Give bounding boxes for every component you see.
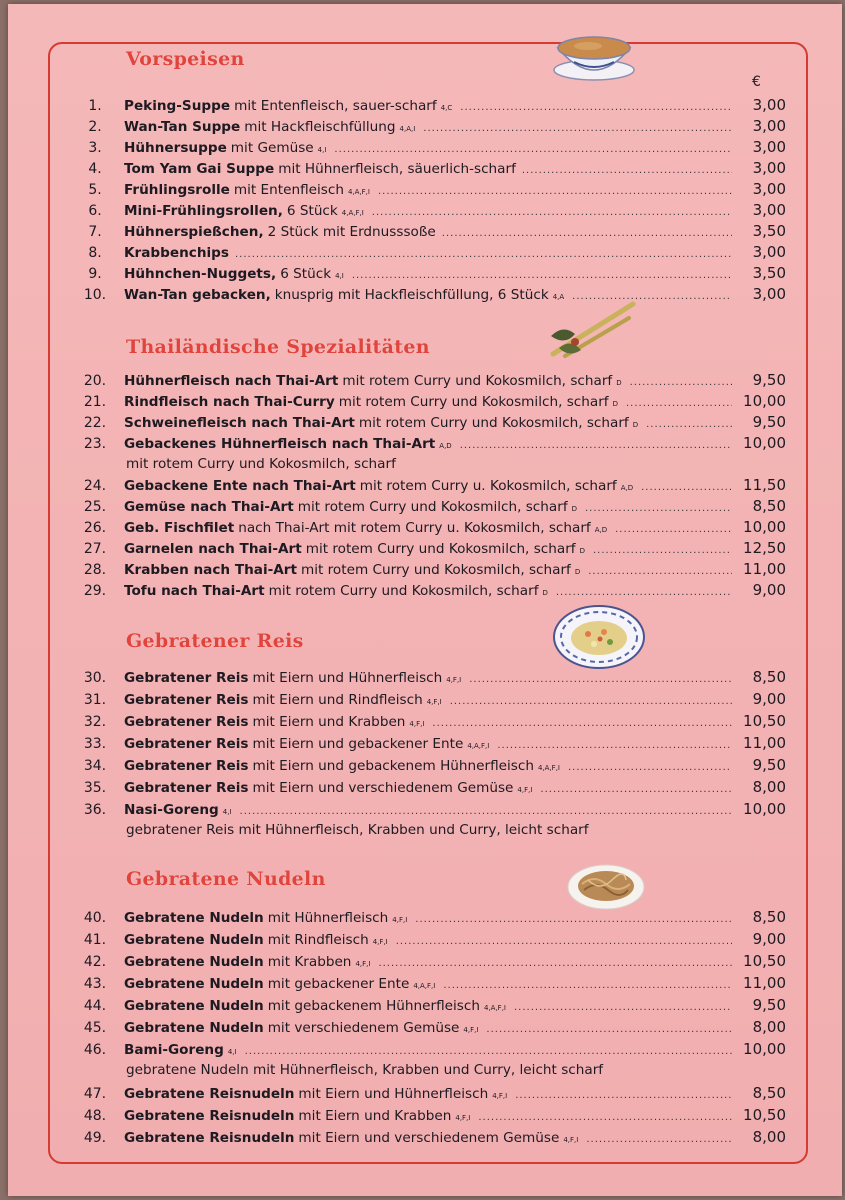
menu-item bbox=[66, 690, 786, 711]
soup-bowl-icon bbox=[548, 22, 640, 84]
item-number: 2. bbox=[88, 119, 102, 135]
item-allergen-codes: 4,A,F,I bbox=[341, 209, 364, 217]
menu-item bbox=[66, 222, 786, 243]
item-allergen-codes: A,D bbox=[594, 526, 608, 534]
item-price: 9,00 bbox=[752, 690, 786, 708]
item-number: 33. bbox=[83, 736, 107, 752]
item-price: 10,00 bbox=[743, 434, 786, 452]
item-description: mit verschiedenem Gemüse bbox=[267, 1020, 460, 1036]
menu-item bbox=[66, 800, 786, 821]
leader-dots bbox=[568, 762, 732, 773]
leader-dots bbox=[593, 545, 732, 556]
item-name: Wan-Tan gebacken, bbox=[124, 287, 271, 303]
menu-item bbox=[66, 285, 786, 306]
menu-item bbox=[66, 1128, 786, 1149]
item-name: Gebratener Reis bbox=[124, 692, 249, 708]
leader-dots bbox=[450, 696, 732, 707]
item-price: 12,50 bbox=[743, 539, 786, 557]
item-name: Bami-Goreng bbox=[124, 1042, 224, 1058]
item-price: 11,00 bbox=[743, 734, 786, 752]
item-price: 3,00 bbox=[752, 138, 786, 156]
menu-item bbox=[66, 778, 786, 799]
leader-dots bbox=[423, 123, 732, 134]
item-number: 20. bbox=[83, 373, 107, 389]
item-allergen-codes: 4,I bbox=[335, 272, 344, 280]
item-number: 48. bbox=[83, 1108, 107, 1124]
item-allergen-codes: 4,A,F,I bbox=[537, 764, 560, 772]
leader-dots bbox=[396, 936, 732, 947]
menu-item bbox=[66, 476, 786, 497]
menu-item bbox=[66, 201, 786, 222]
item-allergen-codes: 4,I bbox=[222, 808, 232, 816]
item-allergen-codes: D bbox=[612, 400, 618, 408]
item-name: Frühlingsrolle bbox=[124, 182, 230, 198]
menu-item bbox=[66, 952, 786, 973]
item-number: 31. bbox=[83, 692, 107, 708]
item-number: 29. bbox=[83, 583, 107, 599]
leader-dots bbox=[556, 587, 732, 598]
item-number: 32. bbox=[83, 714, 107, 730]
item-allergen-codes: 4,F,I bbox=[517, 786, 533, 794]
menu-item bbox=[66, 264, 786, 285]
section-title: Gebratene Nudeln bbox=[126, 868, 326, 890]
item-name: Gebratener Reis bbox=[124, 670, 249, 686]
item-allergen-codes: A,D bbox=[620, 484, 634, 492]
leader-dots bbox=[626, 398, 732, 409]
leader-dots bbox=[641, 482, 732, 493]
item-allergen-codes: 4,F,I bbox=[355, 960, 371, 968]
item-description: 2 Stück mit Erdnusssoße bbox=[267, 224, 436, 240]
menu-item bbox=[66, 1018, 786, 1039]
leader-dots bbox=[235, 249, 732, 260]
leader-dots bbox=[630, 377, 732, 388]
item-price: 9,00 bbox=[752, 581, 786, 599]
menu-item bbox=[66, 413, 786, 434]
item-price: 3,00 bbox=[752, 159, 786, 177]
item-number: 28. bbox=[83, 562, 107, 578]
item-name: Gebratene Reisnudeln bbox=[124, 1086, 295, 1102]
item-name: Geb. Fischfilet bbox=[124, 520, 235, 536]
item-allergen-codes: 4,F,I bbox=[426, 698, 442, 706]
item-description: mit Entenfleisch, sauer-scharf bbox=[234, 98, 437, 114]
item-price: 9,00 bbox=[752, 930, 786, 948]
item-name: Hühnchen-Nuggets, bbox=[124, 266, 277, 282]
section-title: Gebratener Reis bbox=[126, 630, 304, 652]
menu-item bbox=[66, 392, 786, 413]
item-price: 8,50 bbox=[752, 908, 786, 926]
menu-item bbox=[66, 1106, 786, 1127]
menu-item bbox=[66, 908, 786, 929]
item-name: Gebratene Nudeln bbox=[124, 932, 264, 948]
leader-dots bbox=[572, 291, 732, 302]
menu-item bbox=[66, 371, 786, 392]
item-allergen-codes: 4,A,F,I bbox=[467, 742, 490, 750]
item-number: 5. bbox=[88, 182, 102, 198]
item-number: 49. bbox=[83, 1130, 107, 1146]
item-name: Gebratene Nudeln bbox=[124, 1020, 264, 1036]
item-number: 9. bbox=[88, 266, 102, 282]
leader-dots bbox=[432, 718, 732, 729]
item-price: 8,00 bbox=[752, 1128, 786, 1146]
item-allergen-codes: D bbox=[574, 568, 581, 576]
leader-dots bbox=[486, 1024, 732, 1035]
item-name: Gebratene Nudeln bbox=[124, 998, 264, 1014]
item-number: 3. bbox=[88, 140, 102, 156]
menu-item bbox=[66, 974, 786, 995]
item-description: mit Krabben bbox=[267, 954, 352, 970]
item-price: 10,00 bbox=[743, 800, 786, 818]
item-description: mit gebackener Ente bbox=[267, 976, 410, 992]
item-allergen-codes: 4,A bbox=[552, 293, 565, 301]
item-number: 24. bbox=[83, 478, 107, 494]
item-name: Gebratener Reis bbox=[124, 736, 249, 752]
item-price: 10,50 bbox=[743, 712, 786, 730]
item-price: 8,50 bbox=[752, 668, 786, 686]
leader-dots bbox=[585, 503, 732, 514]
item-price: 10,00 bbox=[743, 1040, 786, 1058]
item-price: 10,50 bbox=[743, 1106, 786, 1124]
leader-dots bbox=[378, 186, 732, 197]
item-description: mit rotem Curry u. Kokosmilch, scharf bbox=[359, 478, 617, 494]
leader-dots bbox=[378, 958, 732, 969]
menu-item bbox=[66, 1084, 786, 1105]
menu-item bbox=[66, 996, 786, 1017]
item-price: 8,50 bbox=[752, 497, 786, 515]
item-description: mit Eiern und verschiedenem Gemüse bbox=[298, 1130, 560, 1146]
item-allergen-codes: 4,A,F,I bbox=[413, 982, 436, 990]
item-description: mit Eiern und Rindfleisch bbox=[252, 692, 423, 708]
item-description: 6 Stück bbox=[286, 203, 338, 219]
item-price: 9,50 bbox=[752, 371, 786, 389]
item-number: 45. bbox=[83, 1020, 107, 1036]
item-price: 8,50 bbox=[752, 1084, 786, 1102]
item-number: 27. bbox=[83, 541, 107, 557]
item-allergen-codes: 4,A,F,I bbox=[483, 1004, 506, 1012]
item-allergen-codes: 4,F,I bbox=[372, 938, 388, 946]
item-name: Gemüse nach Thai-Art bbox=[124, 499, 294, 515]
item-price: 3,00 bbox=[752, 285, 786, 303]
item-description: mit rotem Curry und Kokosmilch, scharf bbox=[338, 394, 609, 410]
leader-dots bbox=[522, 165, 732, 176]
item-price: 3,00 bbox=[752, 117, 786, 135]
menu-item bbox=[66, 117, 786, 138]
item-description: mit Eiern und gebackener Ente bbox=[252, 736, 464, 752]
item-allergen-codes: A,D bbox=[439, 442, 452, 450]
item-price: 3,00 bbox=[752, 243, 786, 261]
item-allergen-codes: D bbox=[542, 589, 548, 597]
menu-item bbox=[66, 581, 786, 602]
item-number: 6. bbox=[88, 203, 102, 219]
item-price: 9,50 bbox=[752, 413, 786, 431]
item-allergen-codes: 4,C bbox=[440, 104, 453, 112]
item-allergen-codes: D bbox=[579, 547, 585, 555]
item-description: mit Eiern und Krabben bbox=[252, 714, 406, 730]
menu-item bbox=[66, 734, 786, 755]
item-name: Gebratener Reis bbox=[124, 714, 249, 730]
item-name: Gebratene Nudeln bbox=[124, 954, 264, 970]
item-number: 35. bbox=[83, 780, 107, 796]
leader-dots bbox=[372, 207, 732, 218]
item-description: mit Entenfleisch bbox=[233, 182, 344, 198]
item-allergen-codes: 4,A,I bbox=[399, 125, 416, 133]
item-name: Peking-Suppe bbox=[124, 98, 231, 114]
leader-dots bbox=[415, 914, 732, 925]
item-allergen-codes: D bbox=[632, 421, 639, 429]
item-description: mit rotem Curry und Kokosmilch, scharf bbox=[297, 499, 568, 515]
item-name: Wan-Tan Suppe bbox=[124, 119, 241, 135]
item-number: 8. bbox=[88, 245, 102, 261]
item-name: Nasi-Goreng bbox=[124, 802, 219, 818]
item-allergen-codes: 4,F,I bbox=[563, 1136, 579, 1144]
item-number: 34. bbox=[83, 758, 107, 774]
item-description: mit gebackenem Hühnerfleisch bbox=[267, 998, 480, 1014]
item-name: Gebratene Nudeln bbox=[124, 976, 264, 992]
menu-item bbox=[66, 756, 786, 777]
item-price: 11,00 bbox=[743, 560, 786, 578]
leader-dots bbox=[240, 806, 732, 817]
item-allergen-codes: 4,I bbox=[317, 146, 327, 154]
menu-item bbox=[66, 243, 786, 264]
item-price: 10,00 bbox=[743, 392, 786, 410]
section-title: Thailändische Spezialitäten bbox=[126, 336, 430, 358]
item-allergen-codes: D bbox=[571, 505, 577, 513]
menu-item bbox=[66, 560, 786, 581]
item-price: 3,50 bbox=[752, 264, 786, 282]
item-name: Krabbenchips bbox=[124, 245, 229, 261]
item-description: mit Hühnerfleisch, säuerlich-scharf bbox=[278, 161, 516, 177]
item-price: 10,50 bbox=[743, 952, 786, 970]
item-subdescription: mit rotem Curry und Kokosmilch, scharf bbox=[126, 456, 396, 472]
item-number: 47. bbox=[83, 1086, 107, 1102]
leader-dots bbox=[514, 1002, 732, 1013]
item-description: mit Hackfleischfüllung bbox=[244, 119, 396, 135]
item-description: mit Eiern und verschiedenem Gemüse bbox=[252, 780, 514, 796]
item-allergen-codes: 4,I bbox=[227, 1048, 237, 1056]
menu-item bbox=[66, 138, 786, 159]
item-number: 4. bbox=[88, 161, 102, 177]
item-number: 44. bbox=[83, 998, 107, 1014]
item-description: mit rotem Curry und Kokosmilch, scharf bbox=[268, 583, 539, 599]
item-name: Gebratener Reis bbox=[124, 780, 249, 796]
item-price: 10,00 bbox=[743, 518, 786, 536]
item-price: 3,00 bbox=[752, 201, 786, 219]
item-name: Tofu nach Thai-Art bbox=[124, 583, 265, 599]
leader-dots bbox=[515, 1090, 732, 1101]
leader-dots bbox=[586, 1134, 732, 1145]
leader-dots bbox=[245, 1046, 732, 1057]
menu-item bbox=[66, 1040, 786, 1061]
menu-item bbox=[66, 539, 786, 560]
leader-dots bbox=[646, 419, 732, 430]
item-number: 30. bbox=[83, 670, 107, 686]
item-number: 46. bbox=[83, 1042, 107, 1058]
item-number: 1. bbox=[88, 98, 102, 114]
item-name: Hühnersuppe bbox=[124, 140, 227, 156]
item-price: 8,00 bbox=[752, 1018, 786, 1036]
item-allergen-codes: 4,F,I bbox=[392, 916, 408, 924]
item-allergen-codes: 4,F,I bbox=[455, 1114, 471, 1122]
item-description: mit rotem Curry und Kokosmilch, scharf bbox=[305, 541, 576, 557]
leader-dots bbox=[540, 784, 732, 795]
item-description: 6 Stück bbox=[280, 266, 332, 282]
leader-dots bbox=[469, 674, 732, 685]
item-price: 11,50 bbox=[743, 476, 786, 494]
menu-item bbox=[66, 497, 786, 518]
item-number: 10. bbox=[83, 287, 107, 303]
menu-item bbox=[66, 668, 786, 689]
item-description: mit Gemüse bbox=[230, 140, 314, 156]
item-name: Garnelen nach Thai-Art bbox=[124, 541, 302, 557]
leader-dots bbox=[478, 1112, 732, 1123]
item-name: Krabben nach Thai-Art bbox=[124, 562, 297, 578]
item-name: Hühnerfleisch nach Thai-Art bbox=[124, 373, 339, 389]
fried-noodles-plate-icon bbox=[566, 862, 646, 912]
item-name: Rindfleisch nach Thai-Curry bbox=[124, 394, 335, 410]
leader-dots bbox=[460, 440, 732, 451]
item-allergen-codes: 4,F,I bbox=[492, 1092, 508, 1100]
item-price: 9,50 bbox=[752, 996, 786, 1014]
item-number: 7. bbox=[88, 224, 102, 240]
item-description: knusprig mit Hackfleischfüllung, 6 Stück bbox=[274, 287, 549, 303]
menu-item bbox=[66, 518, 786, 539]
item-allergen-codes: 4,F,I bbox=[409, 720, 425, 728]
item-name: Gebratener Reis bbox=[124, 758, 249, 774]
menu-item bbox=[66, 434, 786, 455]
item-description: nach Thai-Art mit rotem Curry u. Kokosmilch, scharf bbox=[238, 520, 591, 536]
item-description: mit Eiern und gebackenem Hühnerfleisch bbox=[252, 758, 534, 774]
item-number: 26. bbox=[83, 520, 107, 536]
item-number: 22. bbox=[83, 415, 107, 431]
menu-item bbox=[66, 180, 786, 201]
item-price: 3,00 bbox=[752, 96, 786, 114]
fried-rice-plate-icon bbox=[552, 604, 646, 670]
menu-item bbox=[66, 930, 786, 951]
item-subdescription: gebratener Reis mit Hühnerfleisch, Krabben und Curry, leicht scharf bbox=[126, 822, 589, 838]
item-number: 21. bbox=[83, 394, 107, 410]
leader-dots bbox=[615, 524, 732, 535]
item-number: 23. bbox=[83, 436, 107, 452]
leader-dots bbox=[460, 102, 732, 113]
item-price: 3,50 bbox=[752, 222, 786, 240]
item-allergen-codes: 4,A,F,I bbox=[347, 188, 370, 196]
item-description: mit Hühnerfleisch bbox=[267, 910, 389, 926]
item-name: Gebratene Reisnudeln bbox=[124, 1108, 295, 1124]
item-name: Gebratene Reisnudeln bbox=[124, 1130, 295, 1146]
item-number: 36. bbox=[83, 802, 107, 818]
item-name: Schweinefleisch nach Thai-Art bbox=[124, 415, 355, 431]
item-name: Gebackene Ente nach Thai-Art bbox=[124, 478, 356, 494]
item-price: 9,50 bbox=[752, 756, 786, 774]
currency-label: € bbox=[752, 74, 761, 90]
item-number: 43. bbox=[83, 976, 107, 992]
item-price: 3,00 bbox=[752, 180, 786, 198]
item-subdescription: gebratene Nudeln mit Hühnerfleisch, Krabben und Curry, leicht scharf bbox=[126, 1062, 604, 1078]
item-price: 8,00 bbox=[752, 778, 786, 796]
item-description: mit Eiern und Hühnerfleisch bbox=[298, 1086, 489, 1102]
item-price: 11,00 bbox=[743, 974, 786, 992]
item-description: mit rotem Curry und Kokosmilch, scharf bbox=[300, 562, 571, 578]
menu-item bbox=[66, 712, 786, 733]
item-number: 40. bbox=[83, 910, 107, 926]
menu-item bbox=[66, 159, 786, 180]
item-allergen-codes: 4,F,I bbox=[446, 676, 462, 684]
leader-dots bbox=[442, 228, 732, 239]
item-allergen-codes: 4,F,I bbox=[463, 1026, 479, 1034]
leader-dots bbox=[588, 566, 732, 577]
item-description: mit Rindfleisch bbox=[267, 932, 369, 948]
item-name: Hühnerspießchen, bbox=[124, 224, 264, 240]
item-name: Gebratene Nudeln bbox=[124, 910, 264, 926]
leader-dots bbox=[334, 144, 732, 155]
item-number: 25. bbox=[83, 499, 107, 515]
item-description: mit Eiern und Krabben bbox=[298, 1108, 452, 1124]
item-description: mit rotem Curry und Kokosmilch, scharf bbox=[358, 415, 629, 431]
section-title: Vorspeisen bbox=[126, 48, 245, 70]
item-name: Mini-Frühlingsrollen, bbox=[124, 203, 283, 219]
item-description: mit rotem Curry und Kokosmilch, scharf bbox=[342, 373, 613, 389]
leader-dots bbox=[497, 740, 732, 751]
item-name: Gebackenes Hühnerfleisch nach Thai-Art bbox=[124, 436, 436, 452]
item-name: Tom Yam Gai Suppe bbox=[124, 161, 275, 177]
menu-item bbox=[66, 96, 786, 117]
item-allergen-codes: D bbox=[616, 379, 622, 387]
item-number: 42. bbox=[83, 954, 107, 970]
item-description: mit Eiern und Hühnerfleisch bbox=[252, 670, 443, 686]
leader-dots bbox=[443, 980, 732, 991]
item-number: 41. bbox=[83, 932, 107, 948]
leader-dots bbox=[352, 270, 732, 281]
